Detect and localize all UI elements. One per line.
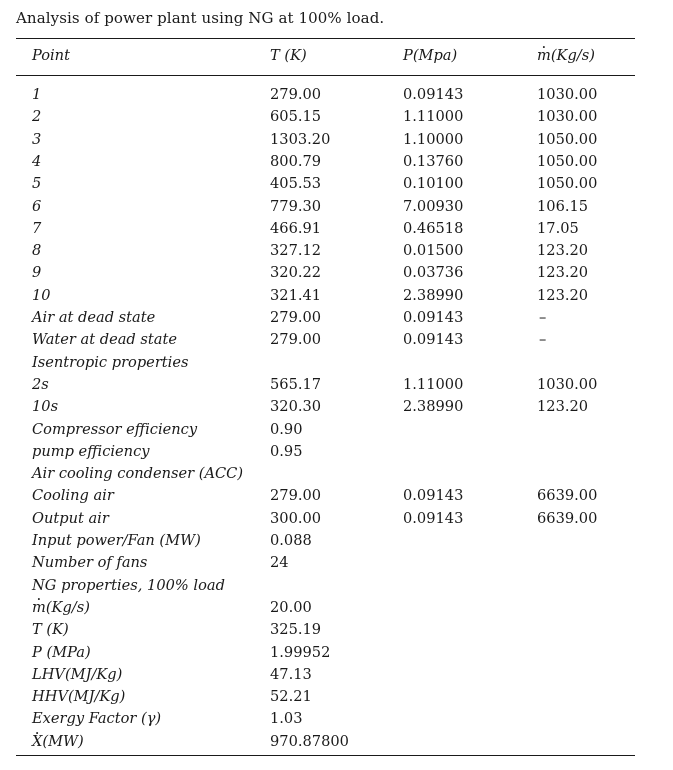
cell-point: NG properties, 100% load [32,576,225,594]
table-row [0,352,673,374]
cell-pressure: 2.38990 [403,286,464,304]
header-point: Point [32,47,70,64]
cell-temperature: 1.99952 [270,643,331,661]
cell-point: Isentropic properties [32,353,189,371]
table-row [0,575,673,597]
table-row [0,262,673,284]
cell-mass-flow: – [539,309,547,326]
cell-temperature: 320.22 [270,264,322,282]
cell-pressure: 1.11000 [403,375,464,393]
table-row [0,463,673,485]
cell-point: X ·(MW) [32,731,84,753]
table-row [0,106,673,128]
table-row [0,619,673,641]
header-pressure: P(Mpa) [403,47,458,64]
cell-pressure: 7.00930 [403,197,464,215]
cell-mass-flow: 6639.00 [537,487,598,505]
table-row [0,129,673,151]
cell-point: m ·(Kg/s) [32,597,90,619]
cell-temperature: 779.30 [270,197,322,215]
cell-mass-flow: 106.15 [537,197,589,215]
table-row [0,285,673,307]
cell-point: 5 [32,175,42,193]
cell-mass-flow: 123.20 [537,264,589,282]
cell-mass-flow: – [539,331,547,349]
cell-point: 8 [32,242,42,260]
cell-point: 2s [32,375,49,393]
cell-point: Number of fans [32,554,148,572]
cell-temperature: 970.87800 [270,732,349,750]
cell-point: 1 [32,86,42,103]
cell-mass-flow: 1030.00 [537,86,598,103]
cell-temperature: 1303.20 [270,130,331,148]
cell-pressure: 0.09143 [403,309,464,326]
cell-point: Water at dead state [32,331,177,349]
cell-mass-flow: 17.05 [537,219,579,237]
cell-temperature: 47.13 [270,665,312,683]
cell-temperature: 321.41 [270,286,322,304]
cell-temperature: 0.95 [270,442,303,460]
cell-pressure: 0.09143 [403,331,464,349]
cell-mass-flow: 1050.00 [537,130,598,148]
cell-point: Exergy Factor (γ) [32,710,162,728]
cell-temperature: 0.90 [270,420,303,438]
cell-point: 6 [32,197,42,215]
cell-temperature: 405.53 [270,175,322,193]
table-row [0,508,673,530]
cell-pressure: 0.13760 [403,152,464,170]
table-caption: Analysis of power plant using NG at 100% load. [16,9,385,27]
cell-mass-flow: 1050.00 [537,175,598,193]
cell-temperature: 320.30 [270,398,322,416]
cell-pressure: 0.03736 [403,264,464,282]
cell-point: T (K) [32,621,69,639]
table-row [0,374,673,396]
cell-point: 4 [32,152,42,170]
cell-temperature: 300.00 [270,509,322,527]
cell-point: Input power/Fan (MW) [32,532,201,549]
cell-mass-flow: 123.20 [537,398,589,416]
cell-point: 3 [32,130,42,148]
cell-temperature: 325.19 [270,621,322,639]
cell-temperature: 466.91 [270,219,322,237]
table-row [0,664,673,686]
cell-point: 10 [32,286,51,304]
table-row [0,530,673,552]
table-row [0,686,673,708]
table-row [0,552,673,574]
cell-temperature: 800.79 [270,152,322,170]
cell-pressure: 0.09143 [403,509,464,527]
cell-point: Air cooling condenser (ACC) [32,465,244,483]
header-temperature: T (K) [270,47,307,64]
cell-pressure: 0.09143 [403,487,464,505]
table-row [0,218,673,240]
cell-point: 7 [32,219,42,237]
table-row [0,419,673,441]
cell-pressure: 2.38990 [403,398,464,416]
cell-mass-flow: 1030.00 [537,108,598,126]
table-row [0,597,673,619]
table-row [0,84,673,106]
cell-point: P (MPa) [32,643,91,661]
table-row [0,173,673,195]
cell-temperature: 279.00 [270,309,322,326]
cell-point: HHV(MJ/Kg) [32,688,126,706]
cell-point: Compressor efficiency [32,420,198,438]
table-row [0,240,673,262]
cell-temperature: 24 [270,554,289,572]
table-row [0,396,673,418]
bottom-rule [16,755,635,756]
cell-temperature: 279.00 [270,487,322,505]
cell-temperature: 279.00 [270,86,322,103]
cell-pressure: 0.46518 [403,219,464,237]
table-row [0,329,673,351]
cell-pressure: 0.09143 [403,86,464,103]
cell-point: Output air [32,509,109,527]
cell-temperature: 605.15 [270,108,322,126]
cell-mass-flow: 1030.00 [537,375,598,393]
cell-temperature: 0.088 [270,532,312,549]
cell-point: 2 [32,108,42,126]
cell-point: LHV(MJ/Kg) [32,665,123,683]
cell-point: 10s [32,398,59,416]
table-row [0,151,673,173]
cell-point: 9 [32,264,42,282]
cell-mass-flow: 123.20 [537,242,589,260]
cell-pressure: 0.10100 [403,175,464,193]
table-row [0,485,673,507]
cell-pressure: 0.01500 [403,242,464,260]
header-rule [16,75,635,76]
cell-temperature: 279.00 [270,331,322,349]
header-mass-flow: m ·(Kg/s) [537,45,595,67]
cell-temperature: 52.21 [270,688,312,706]
cell-temperature: 565.17 [270,375,322,393]
cell-point: pump efficiency [32,442,150,460]
cell-mass-flow: 6639.00 [537,509,598,527]
table-row [0,307,673,329]
cell-point: Cooling air [32,487,114,505]
table-header-row [0,45,673,67]
cell-pressure: 1.10000 [403,130,464,148]
cell-temperature: 1.03 [270,710,303,728]
table-row [0,642,673,664]
cell-mass-flow: 123.20 [537,286,589,304]
cell-pressure: 1.11000 [403,108,464,126]
table-row [0,196,673,218]
table-row [0,441,673,463]
cell-temperature: 327.12 [270,242,322,260]
cell-mass-flow: 1050.00 [537,152,598,170]
cell-point: Air at dead state [32,309,156,326]
cell-temperature: 20.00 [270,598,312,616]
table-row [0,708,673,730]
table-row [0,731,673,753]
